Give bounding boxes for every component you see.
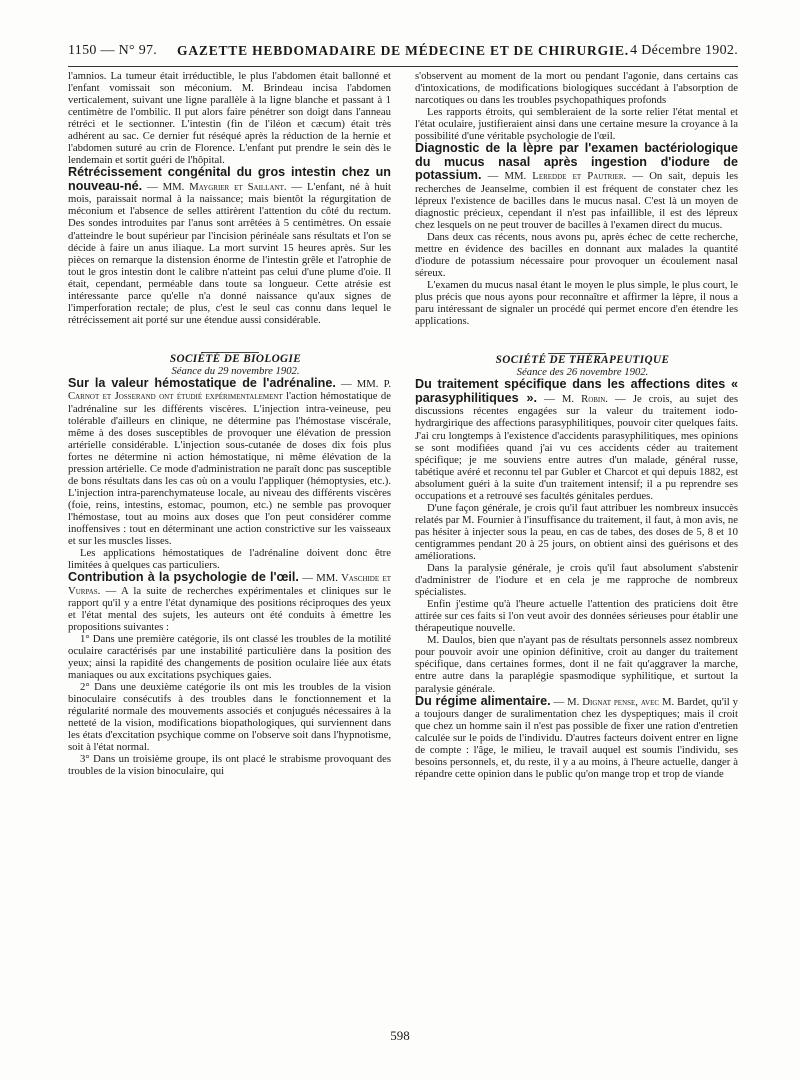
page-number: 598 [390, 1028, 410, 1043]
article-retrecissement [68, 166, 391, 326]
session-date: Séance des 26 novembre 1902. [516, 366, 649, 379]
article-authors: — MM. Vaschide et Vurpas. — [68, 572, 391, 597]
article-body: On sait, depuis les recherches de Jeanselme, combien il est fréquent de constater chez les lépreux l'existence de bacilles dans le mucus nasal. C'est là un moyen de diagnostic précieux, cependant il n'est pas infaillible, il est des lépreux chez lesquels on ne peut trouver de bacilles à l'examen direct du mucus. [415, 170, 738, 231]
article-heading: Rétrécissement congénital du gros intestin chez un nouveau-né. [68, 165, 391, 193]
article-heading: Diagnostic de la lèpre par l'examen bactériologique du mucus nasal après ingestion d'iodure de potassium. [415, 141, 738, 183]
page-reference: 1150 — N° 97. [68, 43, 158, 58]
article-body: l'action hémostatique de l'adrénaline sur les différents viscères. L'injection intra-veineuse, peu tolérable d'ailleurs en clinique, ne détermine pas l'hémostase viscérale, même à des doses susceptibles de provoquer une élévation de pression artérielle considérable. L'injection sous-cutanée de doses dix fois plus fortes ne détermine ni action hémostatique, ni même élévation de la pression artérielle. Ce mode d'administration ne paraît donc pas susceptible de bons résultats dans les cas où on a voulu l'appliquer (hémoptysies, etc.). L'injection intra-parenchymateuse locale, au niveau des différents viscères (foie, reins, intestins, estomac, poumon, etc.) ne semble pas provoquer l'hémostase, tout au moins aux doses que l'on peut considérer comme inoffensives : tout en déterminant une action constrictive sur les vaisseaux et sur les muscles lisses. [68, 390, 391, 548]
paragraph: Les applications hémostatiques de l'adrénaline doivent donc être limitées à quelques cas particuliers. [68, 547, 391, 572]
article-body: L'enfant, né à huit mois, paraissait normal à la naissance; mais bientôt la régurgitation de méconium et l'absence de selles attirèrent l'attention du côté du rectum. Des sondes introduites par l'anus sont arrêtées à 5 centimètres. On essaie d'atteindre le bout supérieur par l'incision périnéale sans résultats et l'on se décide à faire un anus iliaque. La mort survint 15 heures après. Sur les pièces on remarque la distension énorme de l'intestin grêle et l'atrophie de tout le gros intestin dont le calibre n'atteint pas celui d'une plume d'oie. Il était, cependant, perméable dans toute sa longueur. Cette atrésie est intéressante parce qu'elle n'a donné naissance qu'aux signes de l'imperforation rectale; de plus, c'est le seul cas connu dans lequel le rétrécissement ait porté sur une étendue aussi considérable. [68, 180, 391, 326]
article-heading: Sur la valeur hémostatique de l'adrénaline. [68, 375, 336, 390]
paragraph: Les rapports étroits, qui sembleraient de la sorte relier l'état mental et l'état oculaire, justifieraient ainsi dans une certaine mesure la croyance à la possibilité d'une véritable psychologie de l'œil. [415, 106, 738, 143]
article-body: Je crois, au sujet des discussions récentes engagées sur la valeur du traitement iodo-hydrargirique des affections parasyphilitiques, pouvoir citer quelques faits. J'ai cru longtemps à l'existence d'accidents parasyphilitiques, mes opinions se sont modifiées quand j'ai vu ces accidents céder au traitement spécifique; je me souviens entre autres d'un malade, général russe, tabétique avéré et reconnu tel par Gubler et Charcot et qui depuis 1882, est absolument guéri à la suite d'un traitement intensif; il a pu reprendre ses occupations et a retrouvé ses facultés génitales perdues. [415, 392, 738, 502]
article-adrenaline [68, 377, 391, 547]
article-authors: — M. Dignat pense, avec [553, 695, 660, 708]
left-column [68, 70, 391, 1020]
article-body: A la suite de recherches expérimentales et cliniques sur le rapport qu'il y a entre l'état dynamique des positions réciproques des yeux et l'état mental des sujets, les auteurs ont été conduits à émettre les propositions suivantes : [68, 584, 391, 633]
article-body: M. Bardet, qu'il y a toujours danger de suralimentation chez les dyspeptiques; mais il croit que chez un homme sain il n'est pas possible de fixer une ration d'entretien calculée sur le poids de l'individu. D'autres facteurs doivent entrer en ligne de compte : l'âge, le milieu, le travail auquel est soumis l'individu, ses besoins personnels, et, du reste, il y a au moins, à l'heure actuelle, danger à répandre cette opinion dans le public qu'on mange trop et trop de viande [415, 695, 738, 781]
right-column [415, 70, 738, 1020]
article-authors: — MM. Leredde et Pautrier. — [487, 170, 644, 183]
paragraph: L'examen du mucus nasal étant le moyen le plus simple, le plus court, le plus précis que nous ayons pour reconnaître et affirmer la lèpre, il nous a paru intéressant de signaler un procédé qui permet encore d'en étendre les applications. [415, 279, 738, 328]
list-item: 2° Dans une deuxième catégorie ils ont mis les troubles de la vision binoculaire consécutifs à des troubles dans le fonctionnement et la régularité normale des mouvements associés et conjugués nécessaires à la netteté de la vision, modifications biopathologiques, qui surviennent dans les états d'excitation psychique comme on l'observe soit dans l'hypnotisme, soit à l'état normal. [68, 681, 391, 754]
article-regime [415, 695, 738, 781]
session-date: Séance du 29 novembre 1902. [171, 364, 300, 377]
running-header [68, 40, 738, 62]
article-authors: — MM. Maygrier et Saillant. — [147, 180, 303, 193]
paragraph: Enfin j'estime qu'à l'heure actuelle l'attention des praticiens doit être attirée sur ces faits si l'on veut avoir des données sérieuses pour établir une thérapeutique nouvelle. [415, 598, 738, 635]
journal-title: GAZETTE HEBDOMADAIRE DE MÉDECINE ET DE CHIRURGIE. [177, 43, 629, 58]
paragraph: M. Daulos, bien que n'ayant pas de résultats personnels assez nombreux pour pouvoir avoir une opinion définitive, croit au danger du traitement spécifique, dans certaines formes, dont il ne fait qu'aggraver la marche, entre autre dans la paraplégie spasmodique syphilitique, et surtout la paralysie générale. [415, 634, 738, 695]
society-title: SOCIÉTÉ DE THÉRAPEUTIQUE [495, 354, 670, 367]
issue-date: 4 Décembre 1902. [630, 43, 738, 58]
article-authors: — M. Robin. — [544, 392, 626, 405]
paragraph: D'une façon générale, je crois qu'il faut attribuer les nombreux insuccès relatés par M. Fournier à l'insuffisance du traitement, il faut, à mon avis, ne pas hésiter à injecter sous la peau, en cas de tabes, des doses de 5, 8 et 10 centigrammes pendant 20 à 25 jours, on obtient ainsi des guérisons et des améliorations. [415, 501, 738, 562]
list-item: 1° Dans une première catégorie, ils ont classé les troubles de la motilité oculaire caractérisés par une instabilité particulière dans la position des yeux; ainsi la rapidité des changements de position oculaire liée aux états maniaques ou aux excitations psychiques gaies. [68, 632, 391, 682]
article-heading: Du régime alimentaire. [415, 693, 551, 708]
header-rule [68, 66, 738, 67]
paragraph: s'observent au moment de la mort ou pendant l'agonie, dans certains cas d'intoxications, de modifications biologiques succédant à l'absorption de narcotiques ou dans les troubles psychopathiques profonds [415, 70, 738, 107]
paragraph: Dans deux cas récents, nous avons pu, après échec de cette recherche, mettre en évidence des bacilles en donnant aux malades la quantité d'iodure de potassium nécessaire pour provoquer un écoulement nasal séreux. [415, 230, 738, 280]
article-lepre [415, 142, 738, 231]
paragraph: Dans la paralysie générale, je crois qu'il faut absolument s'abstenir d'administrer de l'iodure et en cela je me rapproche de nombreux spécialistes. [415, 562, 738, 599]
article-psychologie [68, 571, 391, 633]
society-title: SOCIÉTÉ DE BIOLOGIE [169, 352, 302, 365]
article-heading: Du traitement spécifique dans les affections dites « parasyphilitiques ». [415, 377, 738, 405]
article-traitement [415, 378, 738, 501]
list-item: 3° Dans un troisième groupe, ils ont placé le strabisme provoquant des troubles de la vision binoculaire, qui [68, 753, 391, 778]
paragraph: l'amnios. La tumeur était irréductible, le plus l'abdomen était ballonné et l'enfant vomissait son méconium. M. Brindeau incisa l'abdomen verticalement, suivant une ligne parallèle à la ligne blanche et passant à 1 centimètre de l'ombilic. Il put alors faire pénétrer son doigt dans l'anneau rétréci et le sectionner. L'intestin (fin de l'iléon et cæcum) était très adhérent au sac. Ce dernier fut réséqué après la réduction de la hernie et l'abdomen suturé au crin de Florence. L'enfant put prendre le sein dès le lendemain et sortit guéri de l'hôpital. [68, 70, 391, 167]
article-heading: Contribution à la psychologie de l'œil. [68, 570, 299, 585]
article-authors: — MM. P. Carnot et Josserand ont étudié expérimentalement [68, 377, 391, 403]
